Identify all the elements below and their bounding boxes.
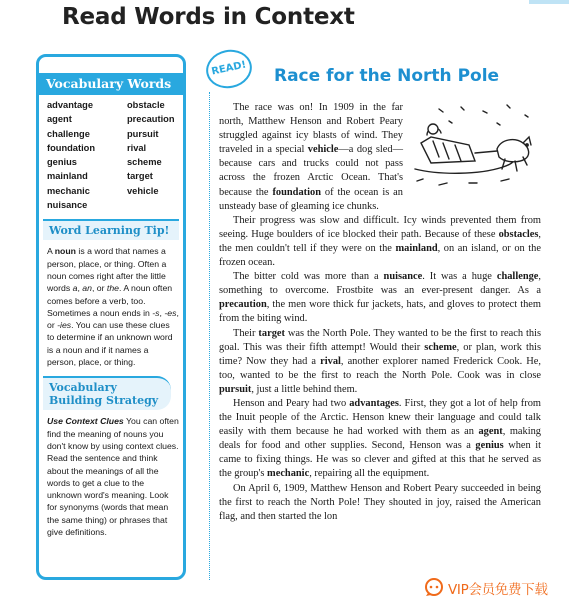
vocab-word: advantage [47, 100, 93, 110]
chat-bubble-icon [424, 577, 444, 597]
vocabulary-word-list [39, 95, 183, 212]
corner-tab [529, 0, 569, 4]
vocab-word: foundation [47, 142, 96, 153]
read-badge: READ! [203, 46, 256, 93]
story-text [219, 101, 541, 524]
vocab-word: precaution [127, 114, 175, 125]
vocabulary-words-heading: Vocabulary Words [39, 73, 183, 95]
story-paragraph: Their target was the North Pole. They wanted to be the first to reach this goal. This was their fifth attempt! Would their scheme, or plan, work this time? Now they had a rival, another explorer named Frederick Cook. He, too, wanted to be the first to reach the North Pole. Cook was in close pursuit, just a little behind them. [219, 327, 542, 395]
watermark-text: VIP会员免费下载 [448, 582, 548, 598]
vocab-word: agent [47, 114, 72, 125]
vocab-word: scheme [127, 157, 162, 168]
dog-sled-illustration [409, 101, 541, 197]
vocab-word: pursuit [127, 128, 159, 139]
story-title: Race for the North Pole [274, 66, 500, 86]
vocab-word [127, 198, 186, 212]
story-paragraph: Henson and Peary had two advantages. First, they got a lot of help from the Inuit people of the Arctic. Henson knew their language and could talk easily with them because he had worked with them as an agent, making deals for food and other supplies. Second, Henson was a genius when it came to fixing things. He was so clever and gifted at this that he served as the group's mechanic, repairing all the equipment. [219, 397, 542, 480]
word-learning-tip-text: A noun is a word that names a person, place, or thing. Often a noun comes right after the little words a, an, or the. A noun often comes before a verb, too. Sometimes a noun ends in -s, -es, or -ies. You can use these clues to determine if an unknown word is a noun and if it names a person, place, or thing. [47, 246, 179, 368]
story-paragraph: Their progress was slow and difficult. Icy winds prevented them from seeing. Huge boulders of ice blocked their path. Because of these obstacles, the men couldn't tell if they were on the mainland, on an island, or on the frozen ocean. [219, 214, 541, 269]
vocab-word: rival [127, 142, 147, 153]
vocabulary-sidebar [36, 54, 186, 580]
vocab-word: mainland [47, 171, 88, 182]
story-paragraph: On April 6, 1909, Matthew Henson and Robert Peary succeeded in being the first to reach the North Pole! They shouted in joy, raised the American flag, and then started the lon [219, 482, 541, 522]
story-paragraph: The bitter cold was more than a nuisance. It was a huge challenge, something to overcome. Frostbite was an ever-present danger. As a precaution, the men wore thick fur jackets, hats, and gloves to protect them from the biting wind. [219, 271, 542, 325]
dotted-divider [209, 92, 214, 580]
vocab-word: mechanic [47, 185, 90, 196]
vocab-word: genius [47, 157, 77, 168]
building-strategy-text: Use Context Clues You can often find the meaning of nouns you don't know by using context clues. Read the sentence and think about the meanings of all the words to get a clue to the unknown word's meaning. Look for synonyms (words that mean the same thing) or phrases that give definitions. [47, 416, 179, 538]
word-learning-tip-heading: Word Learning Tip! [43, 219, 179, 240]
story-paragraph: The race was on! In 1909 in the far north, Matthew Henson and Robert Peary struggled against icy blasts of wind. They traveled in a special vehicle—a dog sled—because cars and trucks could not pass across the frozen Arctic Ocean. That's because the foundation of the ocean is an unsteady base of gleaming ice chunks. [219, 102, 403, 212]
vocab-word: target [127, 171, 153, 182]
vocab-word: nuisance [47, 200, 88, 211]
building-strategy-heading: Vocabulary Building Strategy [43, 376, 171, 410]
vocab-word: challenge [47, 128, 90, 139]
page-title: Read Words in Context [62, 4, 355, 30]
vocab-word: obstacle [127, 100, 165, 110]
vip-download-watermark[interactable] [420, 574, 578, 600]
vocab-word: vehicle [127, 185, 159, 196]
